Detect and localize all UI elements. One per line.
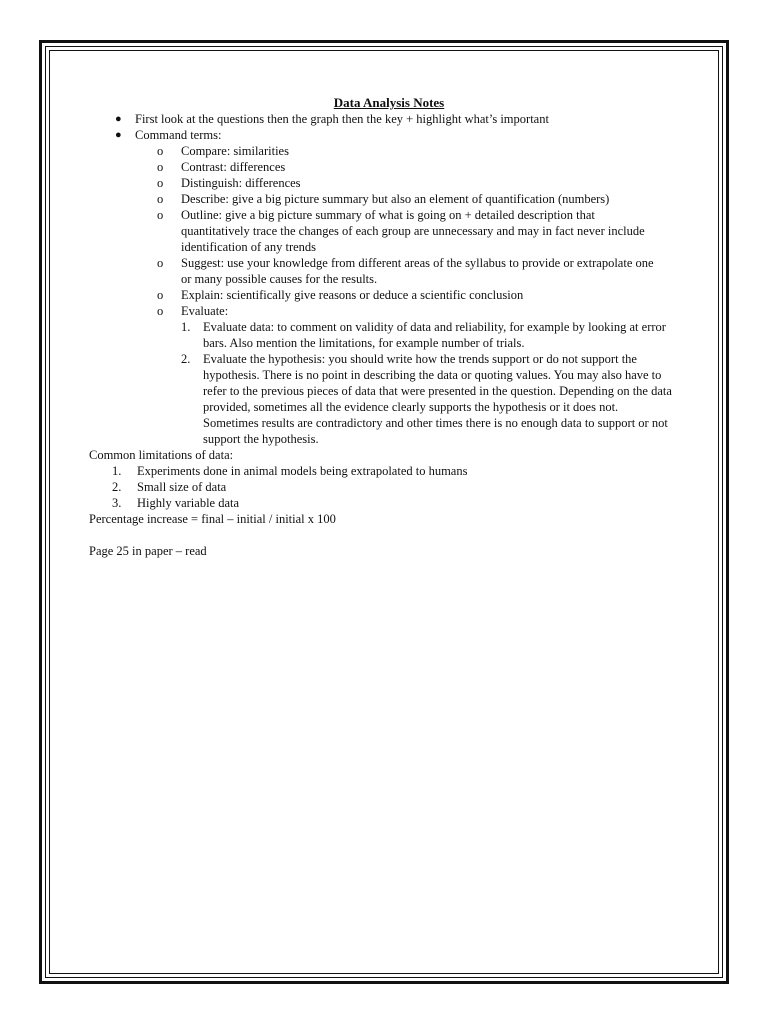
command-term-evaluate: Evaluate: [181,304,229,318]
item-number: 2. [181,352,191,366]
document-title: Data Analysis Notes [333,95,445,110]
evaluate-list [89,319,689,447]
limitation-text: Small size of data [137,480,227,494]
list-item [89,287,689,303]
bullet-icon: ● [115,113,122,125]
document-body [89,95,689,559]
item-number: 1. [112,464,122,478]
bullet-text: Command terms: [135,128,222,142]
list-item [89,351,689,447]
list-item [89,207,689,255]
command-term-suggest: Suggest: use your knowledge from different areas of the syllabus to provide or extrapolate one or many possible causes for the results. [181,256,654,286]
list-item [89,495,689,511]
command-term-describe: Describe: give a big picture summary but also an element of quantification (numbers) [181,192,610,206]
list-item [89,143,689,159]
spacer [89,527,689,543]
item-number: 2. [112,480,122,494]
command-term-distinguish: Distinguish: differences [181,176,301,190]
sub-marker: o [157,256,164,270]
page-note: Page 25 in paper – read [89,544,207,558]
list-item [89,127,689,143]
sub-marker: o [157,288,164,302]
evaluate-hypothesis-text: Evaluate the hypothesis: you should write how the trends support or do not support the hypothesis. There is no point in describing the data or quoting values. You may also have to refer to the previous pieces of data that were presented in the question. Depending on the data provided, sometimes all the evidence clearly supports the hypothesis or it does not. Sometimes results are contradictory and other times there is no enough data to support or not support the hypothesis. [203,352,672,446]
item-number: 1. [181,320,191,334]
list-item [89,319,689,351]
sub-marker: o [157,176,164,190]
limitation-text: Highly variable data [137,496,240,510]
command-term-explain: Explain: scientifically give reasons or deduce a scientific conclusion [181,288,524,302]
list-item [89,479,689,495]
sub-marker: o [157,144,164,158]
sub-marker: o [157,304,164,318]
command-term-contrast: Contrast: differences [181,160,286,174]
limitation-text: Experiments done in animal models being extrapolated to humans [137,464,468,478]
limitations-heading: Common limitations of data: [89,448,234,462]
list-item [89,175,689,191]
sub-marker: o [157,160,164,174]
list-item [89,191,689,207]
command-terms-list [89,143,689,319]
sub-marker: o [157,192,164,206]
bullet-text: First look at the questions then the graph then the key + highlight what’s important [135,112,549,126]
evaluate-data-text: Evaluate data: to comment on validity of data and reliability, for example by looking at error bars. Also mention the limitations, for example number of trials. [203,320,666,350]
percentage-formula: Percentage increase = final – initial / initial x 100 [89,512,336,526]
item-number: 3. [112,496,122,510]
command-term-outline: Outline: give a big picture summary of what is going on + detailed description that quantitatively trace the changes of each group are unnecessary and may in fact never include identification of any trends [181,208,645,254]
bullet-icon: ● [115,129,122,141]
list-item [89,463,689,479]
command-term-compare: Compare: similarities [181,144,289,158]
list-item [89,303,689,319]
list-item [89,111,689,127]
list-item [89,159,689,175]
sub-marker: o [157,208,164,222]
limitations-list [89,463,689,511]
bullet-list [89,111,689,143]
list-item [89,255,689,287]
